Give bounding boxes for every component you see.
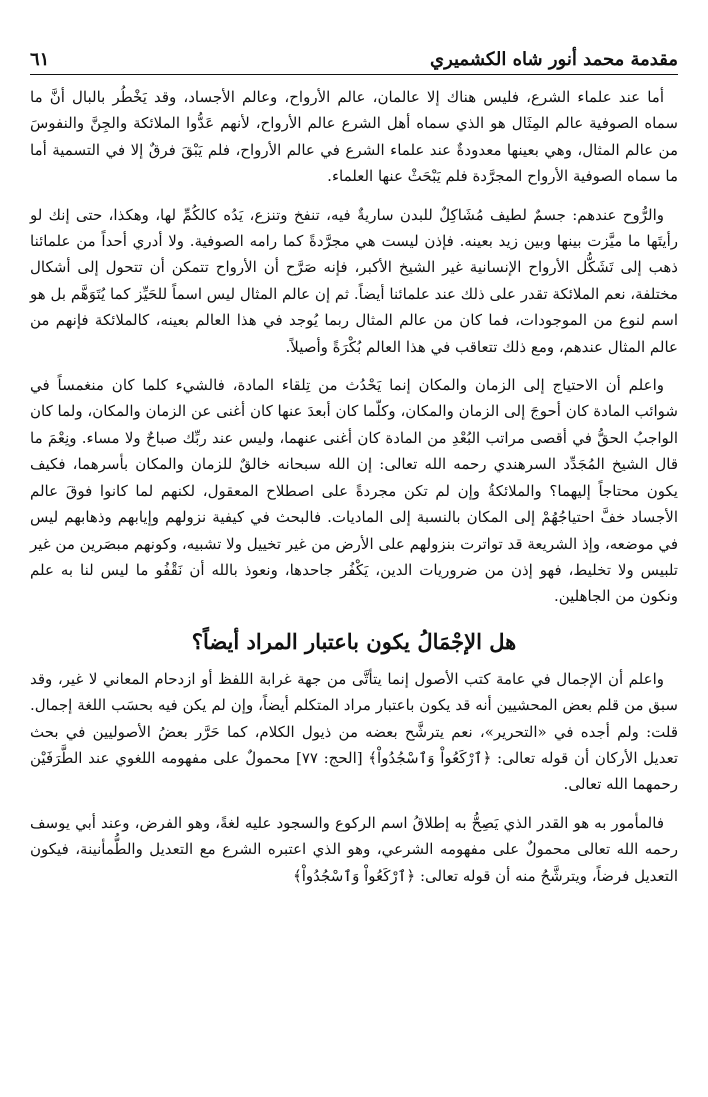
page-header: [30, 40, 678, 75]
section-heading: هل الإجْمَالُ يكون باعتبار المراد أيضاً؟: [191, 628, 517, 654]
running-title: مقدمة محمد أنور شاه الكشميري: [429, 49, 678, 70]
page-number: ٦١: [30, 49, 50, 70]
paragraph: واعلم أن الاحتياج إلى الزمان والمكان إنما يَحْدُث من تِلقاء المادة، فالشيء كلما كان منغمساً في شوائب المادة كان أحوجَ إلى الزمان والمكان، وكلّما كان أبعدَ عنها كان أغنى عن الزمان والمكان، ولما كان الواجبُ الحقُّ في أقصى مراتب البُعْدِ من المادة كان أغنى عنهما، وليس عند ربِّك صباحٌ ولا مساء. ونِعْمَ ما قال الشيخ المُجَدِّد السرهندي رحمه الله تعالى: إن الله سبحانه خالقٌ للزمان والمكان بأسرهما، فكيف يكون محتاجاً إليهما؟ والملائكةُ وإن لم تكن مجردةً على اصطلاح المعقول، لكنهم لما كانوا فوقَ عالم الأجساد خفَّ احتياجُهُمْ إلى المكان بالنسبة إلى الماديات. فالبحث في كيفية نزولهم وإيابهم وذهابهم ليس في موضعه، وإذ الشريعة قد تواترت بنزولهم على الأرض من غير تخييل ولا تشبيه، وكونهم مبصَرين من غير تلبيس ولا تخليط، فهو إذن من ضروريات الدين، يَكْفُر جاحدها، ونعوذ بالله أن نَقْفُو ما ليس لنا به علم ونكون من الجاهلين.: [30, 376, 678, 606]
paragraph: أما عند علماء الشرع، فليس هناك إلا عالمان، عالم الأرواح، وعالم الأجساد، وقد يَخْطُر بالبال أنَّ ما سماه الصوفية عالم المِثَال هو الذي سماه أهل الشرع عالم الأرواح، لأنهم عَدُّوا الملائكة والجِنَّ والنفوسَ من عالم المثال، وهي بعينها معدودةٌ عند علماء الشرع في عالم الأرواح، فلم يَبْقَ فرقٌ إلا في التسمية أما ما سماه الصوفية الأرواح المجرَّدة فلم يَبْحَثْ عنها العلماء.: [30, 88, 678, 186]
paragraph: فالمأمور به هو القدر الذي يَصِحُّ به إطلاقُ اسم الركوع والسجود عليه لغةً، وهو الفرض، وعند أبي يوسف رحمه الله تعالى محمولٌ على مفهومه الشرعي، وهو الذي اعتبره الشرع مع التعديل والطُّمأنينة، فيكون التعديل فرضاً، ويترشَّحُ منه أن قوله تعالى: ﴿ٱرْكَعُواْ وَٱسْجُدُواْ﴾: [30, 813, 678, 885]
page-body: [30, 84, 678, 889]
paragraph: واعلم أن الإجمال في عامة كتب الأصول إنما يتأتَّى من جهة غرابة اللفظ أو ازدحام المعاني لا غير، وقد سبق من قلم بعض المحشيين أنه قد يكون باعتبار مراد المتكلم أيضاً، وإن لم يكن فيه بحسَب اللغة إجمال. قلت: ولم أجده في «التحرير»، نعم يترشَّح بعضه من ذيول الكلام، كما حَرَّر بعضُ الأصوليين في بحث تعديل الأركان أن قوله تعالى: ﴿ٱرْكَعُواْ وَٱسْجُدُواْ﴾ [الحج: ٧٧] محمولٌ على مفهومه اللغوي عند الطَّرَفَيْن رحمهما الله تعالى.: [30, 669, 678, 794]
paragraph: والرُّوح عندهم: جسمٌ لطيف مُشَاكِلٌ للبدن ساريةٌ فيه، تنفخ وتنزع، يَدُه كالكُمِّ لها، وهكذا، حتى إنك لو رأيتَها ما ميَّزت بينها وبين زيد بعينه. فإذن ليست هي مجرَّدةً كما رامه الصوفية. ولا أدري أحداً من علمائنا ذهب إلى تَشَكُّل الأرواح الإنسانية غير الشيخ الأكبر، فإنه صَرَّح أن الأرواح تتمكن أن تتحول إلى أشكال مختلفة، نعم الملائكة تقدر على ذلك عند علمائنا أيضاً. ثم إن عالم المثال ليس اسماً للحَيِّز كما يُتَوَهَّم بل هو اسم لنوع من الموجودات، فما كان من عالم المثال ربما يُوجد في هذا العالم بعينه، كالملائكة فإنهم من عالم المثال عندهم، ومع ذلك تتعاقب في هذا العالم بُكْرَةً وأصيلاً.: [30, 205, 678, 356]
